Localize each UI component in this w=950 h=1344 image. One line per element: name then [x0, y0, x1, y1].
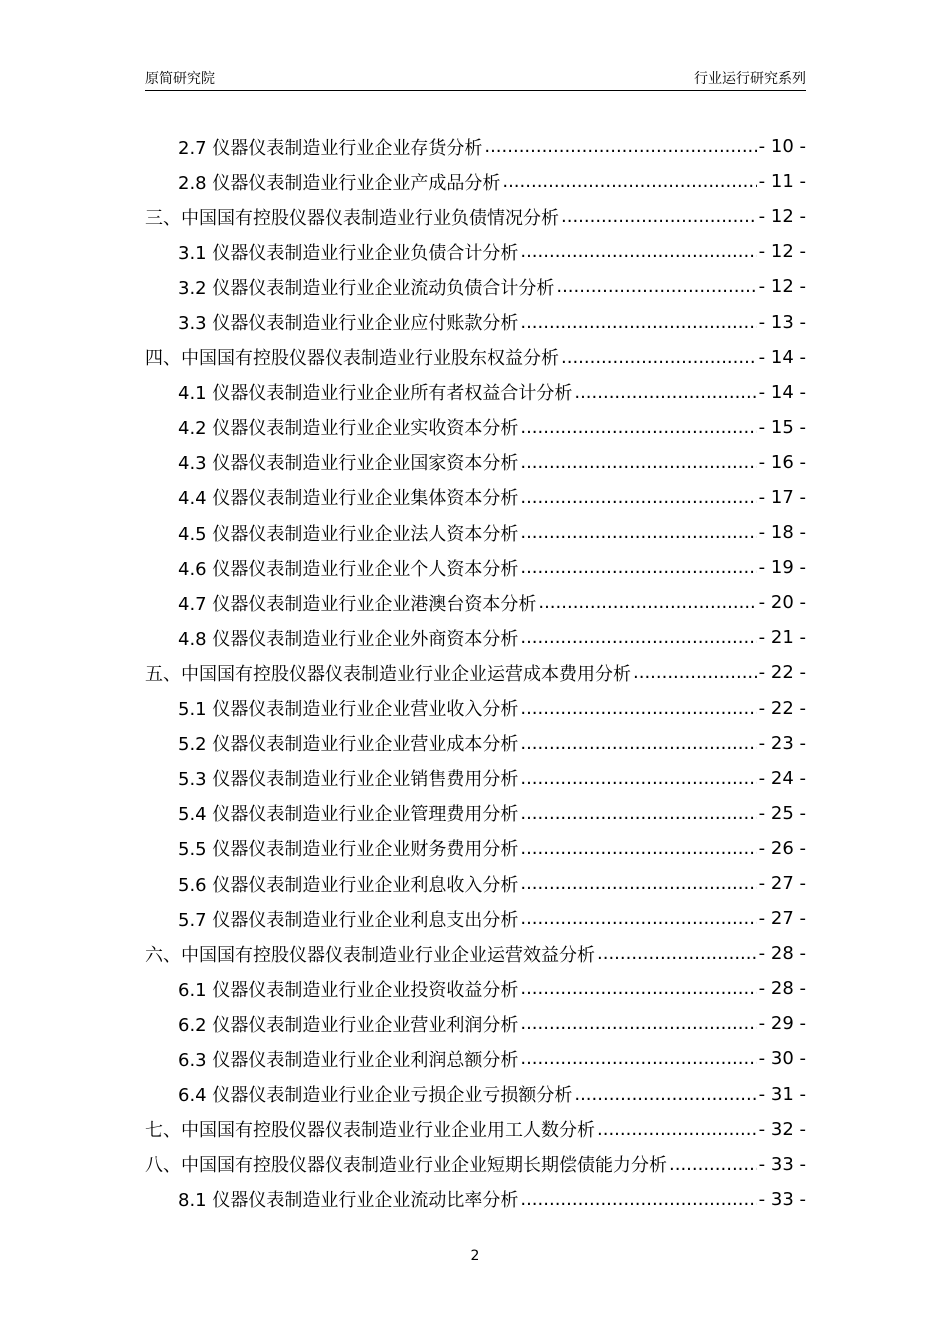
- toc-entry[interactable]: [145, 410, 806, 445]
- toc-entry[interactable]: [145, 515, 806, 550]
- toc-entry-title: 4.1 仪器仪表制造业行业企业所有者权益合计分析: [178, 383, 573, 405]
- toc-leader-dots: [669, 1154, 757, 1175]
- toc-entry[interactable]: [145, 1077, 806, 1112]
- toc-leader-dots: [561, 347, 757, 368]
- page-number: 2: [470, 1248, 480, 1264]
- toc-entry-page: - 14 -: [758, 381, 806, 403]
- toc-entry-title: 6.2 仪器仪表制造业行业企业营业利润分析: [178, 1014, 519, 1036]
- toc-entry[interactable]: [145, 1006, 806, 1041]
- toc-leader-dots: [520, 1048, 756, 1069]
- toc-leader-dots: [520, 838, 756, 859]
- toc-entry-title: 4.4 仪器仪表制造业行业企业集体资本分析: [178, 488, 519, 510]
- toc-leader-dots: [520, 908, 756, 929]
- toc-entry-title: 3.3 仪器仪表制造业行业企业应付账款分析: [178, 313, 519, 335]
- toc-entry-title: 5.4 仪器仪表制造业行业企业管理费用分析: [178, 804, 519, 826]
- toc-entry[interactable]: [145, 550, 806, 585]
- page-header: [145, 66, 806, 91]
- toc-entry-title: 5.2 仪器仪表制造业行业企业营业成本分析: [178, 734, 519, 756]
- toc-entry-title: 七、中国国有控股仪器仪表制造业行业企业用工人数分析: [145, 1120, 595, 1142]
- toc-entry-page: - 33 -: [758, 1188, 806, 1210]
- toc-entry-title: 5.6 仪器仪表制造业行业企业利息收入分析: [178, 874, 519, 896]
- toc-leader-dots: [520, 873, 756, 894]
- toc-entry-title: 8.1 仪器仪表制造业行业企业流动比率分析: [178, 1190, 519, 1212]
- toc-leader-dots: [597, 1119, 757, 1140]
- toc-entry[interactable]: [145, 1147, 806, 1182]
- toc-entry[interactable]: [145, 164, 806, 199]
- toc-entry[interactable]: [145, 620, 806, 655]
- toc-leader-dots: [502, 171, 756, 192]
- toc-entry-title: 4.6 仪器仪表制造业行业企业个人资本分析: [178, 558, 519, 580]
- toc-entry-page: - 12 -: [758, 241, 806, 263]
- toc-entry-page: - 28 -: [758, 943, 806, 965]
- toc-leader-dots: [520, 978, 756, 999]
- toc-leader-dots: [520, 803, 756, 824]
- table-of-contents: [145, 129, 806, 1217]
- toc-entry-title: 2.8 仪器仪表制造业行业企业产成品分析: [178, 172, 501, 194]
- toc-leader-dots: [520, 557, 756, 578]
- toc-entry-page: - 17 -: [758, 486, 806, 508]
- toc-entry-page: - 20 -: [758, 592, 806, 614]
- toc-entry-page: - 21 -: [758, 627, 806, 649]
- toc-entry-title: 5.7 仪器仪表制造业行业企业利息支出分析: [178, 909, 519, 931]
- toc-leader-dots: [520, 487, 756, 508]
- toc-entry-title: 2.7 仪器仪表制造业行业企业存货分析: [178, 137, 483, 159]
- toc-leader-dots: [520, 1189, 756, 1210]
- toc-entry-page: - 16 -: [758, 451, 806, 473]
- toc-entry[interactable]: [145, 1182, 806, 1217]
- toc-entry-page: - 25 -: [758, 802, 806, 824]
- header-series: 行业运行研究系列: [694, 71, 806, 87]
- toc-entry-page: - 22 -: [758, 697, 806, 719]
- toc-leader-dots: [520, 1013, 756, 1034]
- toc-leader-dots: [520, 768, 756, 789]
- toc-entry-title: 3.2 仪器仪表制造业行业企业流动负债合计分析: [178, 277, 555, 299]
- toc-entry-page: - 12 -: [758, 206, 806, 228]
- toc-entry[interactable]: [145, 971, 806, 1006]
- toc-entry-title: 6.1 仪器仪表制造业行业企业投资收益分析: [178, 979, 519, 1001]
- toc-entry[interactable]: [145, 445, 806, 480]
- toc-leader-dots: [520, 698, 756, 719]
- toc-entry[interactable]: [145, 304, 806, 339]
- toc-entry[interactable]: [145, 761, 806, 796]
- header-publisher: 原简研究院: [145, 71, 215, 87]
- toc-entry-page: - 12 -: [758, 276, 806, 298]
- toc-leader-dots: [574, 382, 756, 403]
- toc-entry-title: 五、中国国有控股仪器仪表制造业行业企业运营成本费用分析: [145, 663, 631, 685]
- toc-leader-dots: [520, 452, 756, 473]
- toc-entry[interactable]: [145, 1112, 806, 1147]
- toc-leader-dots: [520, 241, 756, 262]
- toc-entry[interactable]: [145, 129, 806, 164]
- toc-entry-page: - 15 -: [758, 416, 806, 438]
- toc-entry-page: - 29 -: [758, 1013, 806, 1035]
- toc-entry-page: - 14 -: [758, 346, 806, 368]
- toc-leader-dots: [520, 312, 756, 333]
- toc-entry-page: - 31 -: [758, 1083, 806, 1105]
- toc-entry-title: 3.1 仪器仪表制造业行业企业负债合计分析: [178, 242, 519, 264]
- toc-entry-title: 6.3 仪器仪表制造业行业企业利润总额分析: [178, 1049, 519, 1071]
- toc-entry-title: 六、中国国有控股仪器仪表制造业行业企业运营效益分析: [145, 944, 595, 966]
- toc-entry[interactable]: [145, 866, 806, 901]
- toc-entry-page: - 28 -: [758, 978, 806, 1000]
- toc-leader-dots: [520, 733, 756, 754]
- toc-entry-page: - 32 -: [758, 1118, 806, 1140]
- toc-entry[interactable]: [145, 691, 806, 726]
- toc-leader-dots: [633, 662, 757, 683]
- toc-entry-page: - 13 -: [758, 311, 806, 333]
- toc-entry-title: 4.3 仪器仪表制造业行业企业国家资本分析: [178, 453, 519, 475]
- toc-entry-title: 6.4 仪器仪表制造业行业企业亏损企业亏损额分析: [178, 1085, 573, 1107]
- toc-entry[interactable]: [145, 340, 806, 375]
- toc-leader-dots: [597, 943, 757, 964]
- toc-entry-page: - 11 -: [758, 171, 806, 193]
- toc-leader-dots: [561, 206, 757, 227]
- toc-entry[interactable]: [145, 199, 806, 234]
- toc-entry-page: - 18 -: [758, 522, 806, 544]
- toc-entry[interactable]: [145, 269, 806, 304]
- toc-entry-title: 4.2 仪器仪表制造业行业企业实收资本分析: [178, 418, 519, 440]
- toc-leader-dots: [520, 522, 756, 543]
- toc-leader-dots: [538, 592, 756, 613]
- toc-entry-title: 三、中国国有控股仪器仪表制造业行业负债情况分析: [145, 207, 559, 229]
- toc-entry-title: 4.7 仪器仪表制造业行业企业港澳台资本分析: [178, 593, 537, 615]
- toc-entry-page: - 22 -: [758, 662, 806, 684]
- toc-entry[interactable]: [145, 901, 806, 936]
- toc-entry[interactable]: [145, 234, 806, 269]
- toc-leader-dots: [574, 1084, 756, 1105]
- toc-entry[interactable]: [145, 1041, 806, 1076]
- toc-entry-page: - 23 -: [758, 732, 806, 754]
- toc-entry[interactable]: [145, 480, 806, 515]
- toc-entry[interactable]: [145, 831, 806, 866]
- toc-entry-page: - 19 -: [758, 557, 806, 579]
- toc-entry-page: - 26 -: [758, 837, 806, 859]
- toc-entry-title: 5.1 仪器仪表制造业行业企业营业收入分析: [178, 699, 519, 721]
- toc-entry-title: 四、中国国有控股仪器仪表制造业行业股东权益分析: [145, 348, 559, 370]
- toc-entry[interactable]: [145, 726, 806, 761]
- toc-entry-page: - 27 -: [758, 873, 806, 895]
- toc-entry-title: 4.8 仪器仪表制造业行业企业外商资本分析: [178, 628, 519, 650]
- toc-entry-page: - 10 -: [758, 136, 806, 158]
- toc-entry[interactable]: [145, 936, 806, 971]
- toc-entry-page: - 33 -: [758, 1153, 806, 1175]
- toc-entry[interactable]: [145, 796, 806, 831]
- toc-entry-title: 5.3 仪器仪表制造业行业企业销售费用分析: [178, 769, 519, 791]
- toc-leader-dots: [520, 417, 756, 438]
- toc-entry[interactable]: [145, 655, 806, 690]
- toc-leader-dots: [484, 136, 756, 157]
- toc-leader-dots: [556, 276, 756, 297]
- toc-entry-page: - 24 -: [758, 767, 806, 789]
- toc-entry[interactable]: [145, 585, 806, 620]
- toc-entry-title: 4.5 仪器仪表制造业行业企业法人资本分析: [178, 523, 519, 545]
- toc-entry[interactable]: [145, 375, 806, 410]
- toc-entry-title: 八、中国国有控股仪器仪表制造业行业企业短期长期偿债能力分析: [145, 1155, 667, 1177]
- toc-leader-dots: [520, 627, 756, 648]
- toc-entry-page: - 27 -: [758, 908, 806, 930]
- toc-entry-title: 5.5 仪器仪表制造业行业企业财务费用分析: [178, 839, 519, 861]
- toc-entry-page: - 30 -: [758, 1048, 806, 1070]
